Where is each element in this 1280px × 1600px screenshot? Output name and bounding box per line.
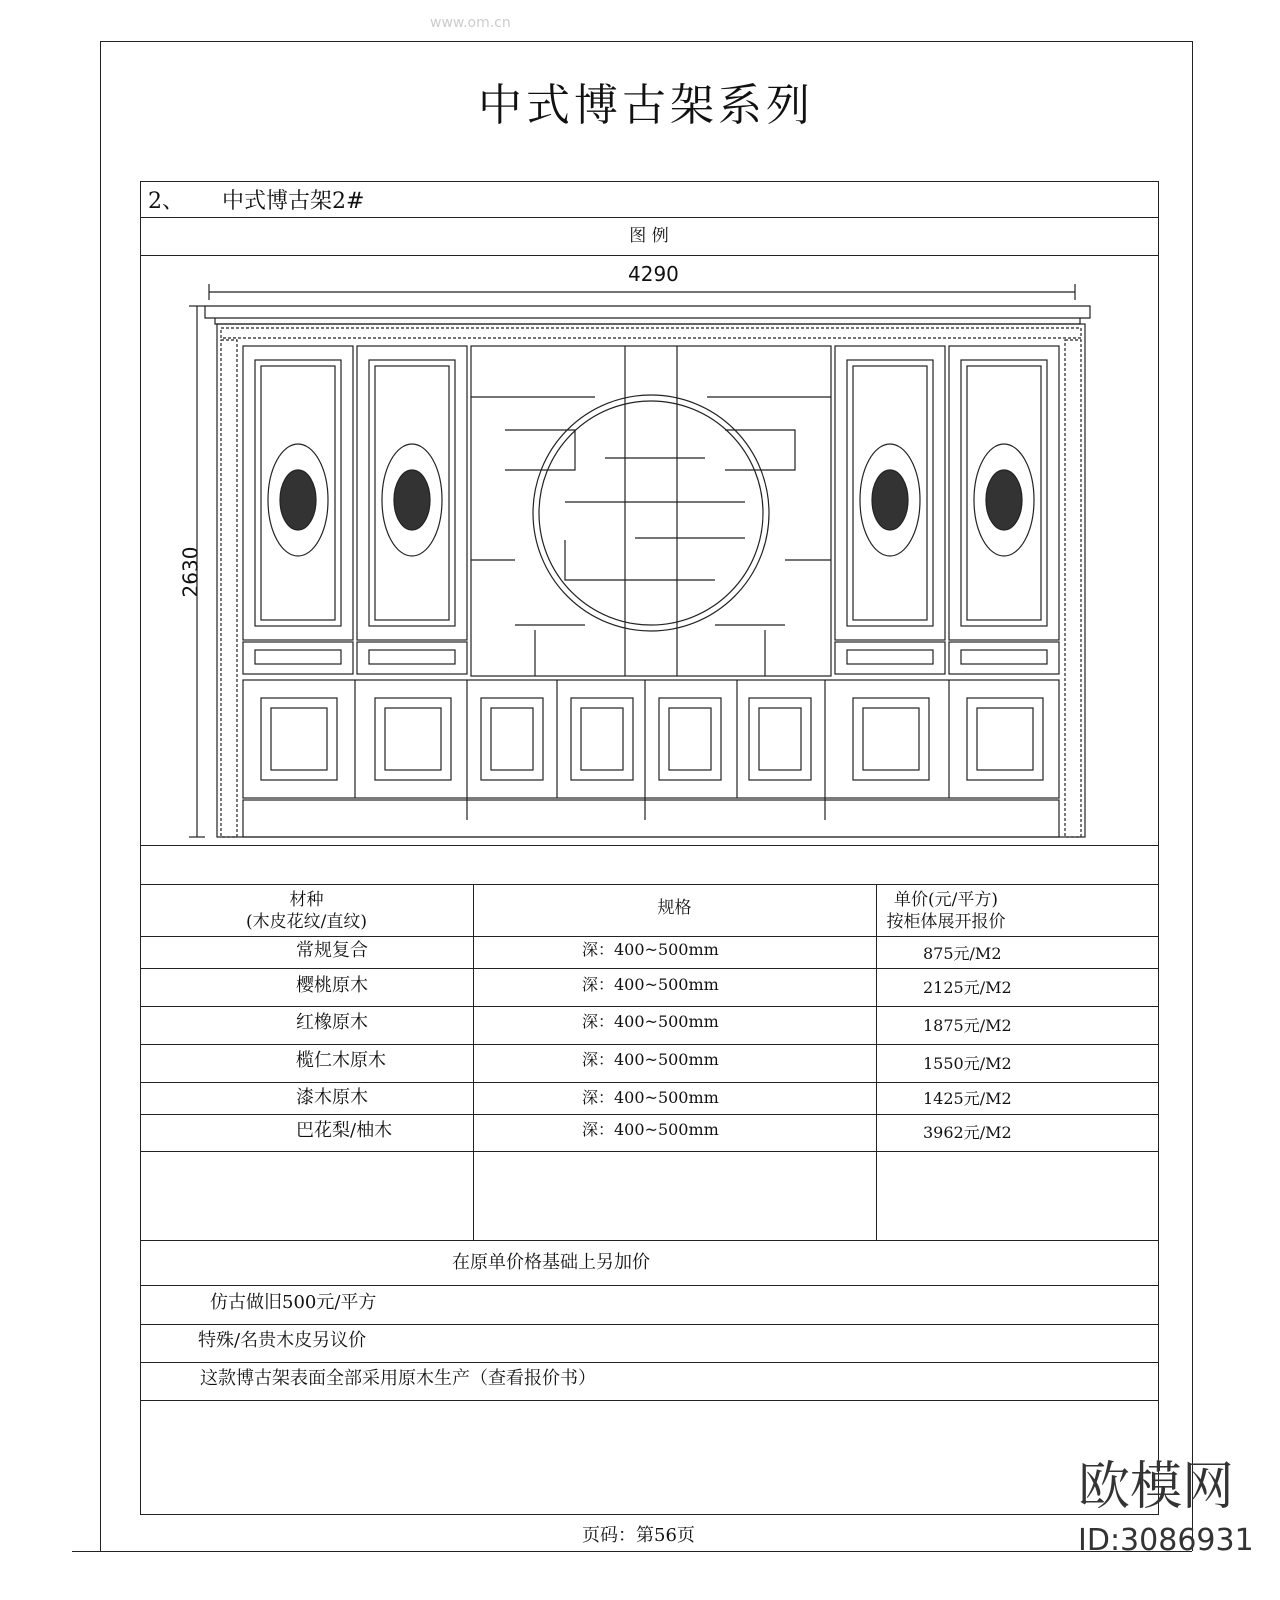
curio-shelf-center: [471, 346, 831, 676]
section-title: 中式博古架2#: [222, 189, 365, 214]
spec-cell: 深：400~500mm: [582, 1088, 719, 1107]
page-border-bottom: [72, 1551, 1192, 1552]
material-cell: 漆木原木: [296, 1087, 368, 1108]
material-cell: 巴花梨/柚木: [296, 1120, 393, 1141]
divider: [140, 884, 1158, 885]
divider: [140, 845, 1158, 846]
watermark-site: www.om.cn: [430, 15, 511, 31]
section-number: 2、: [148, 189, 184, 214]
material-cell: 榄仁木原木: [296, 1050, 386, 1071]
price-cell: 2125元/M2: [923, 978, 1012, 997]
price-cell: 1875元/M2: [923, 1016, 1012, 1035]
watermark-id: ID:3086931: [1078, 1523, 1254, 1558]
spec-cell: 深：400~500mm: [582, 975, 719, 994]
lower-cabinets: [243, 680, 1059, 837]
divider: [876, 884, 877, 1240]
page-title: 中式博古架系列: [478, 80, 814, 131]
divider: [140, 255, 1158, 256]
material-cell: 樱桃原木: [296, 975, 368, 996]
spec-cell: 深：400~500mm: [582, 940, 719, 959]
height-dimension: 2630: [178, 546, 203, 598]
price-cell: 1550元/M2: [923, 1054, 1012, 1073]
page-border-left: [100, 41, 101, 1551]
right-door-pair: [835, 346, 1059, 674]
spec-cell: 深：400~500mm: [582, 1120, 719, 1139]
page-number: 页码：第56页: [582, 1525, 695, 1546]
legend-label: 图 例: [629, 226, 669, 246]
note-special-veneer: 特殊/名贵木皮另议价: [198, 1330, 367, 1351]
material-cell: 常规复合: [296, 940, 368, 961]
page-border-right: [1192, 41, 1193, 1551]
material-cell: 红橡原木: [296, 1012, 368, 1033]
divider: [140, 217, 1158, 218]
width-dimension: 4290: [628, 262, 679, 286]
spec-cell: 深：400~500mm: [582, 1050, 719, 1069]
surcharge-heading: 在原单价格基础上另加价: [452, 1252, 650, 1273]
header-spec: 规格: [657, 898, 692, 918]
price-cell: 3962元/M2: [923, 1123, 1012, 1142]
divider: [473, 884, 474, 1240]
header-material: 材种 (木皮花纹/直纹): [246, 890, 367, 932]
price-cell: 875元/M2: [923, 944, 1002, 963]
left-door-pair: [243, 346, 467, 674]
note-solid-wood: 这款博古架表面全部采用原木生产（查看报价书）: [200, 1368, 596, 1389]
price-cell: 1425元/M2: [923, 1089, 1012, 1108]
page-border-top: [100, 41, 1192, 42]
cabinet-elevation-drawing: [185, 280, 1115, 845]
header-price: 单价(元/平方) 按柜体展开报价: [886, 890, 1006, 932]
watermark-brand: 欧模网: [1078, 1457, 1235, 1517]
note-antique-finish: 仿古做旧500元/平方: [210, 1292, 377, 1313]
spec-cell: 深：400~500mm: [582, 1012, 719, 1031]
